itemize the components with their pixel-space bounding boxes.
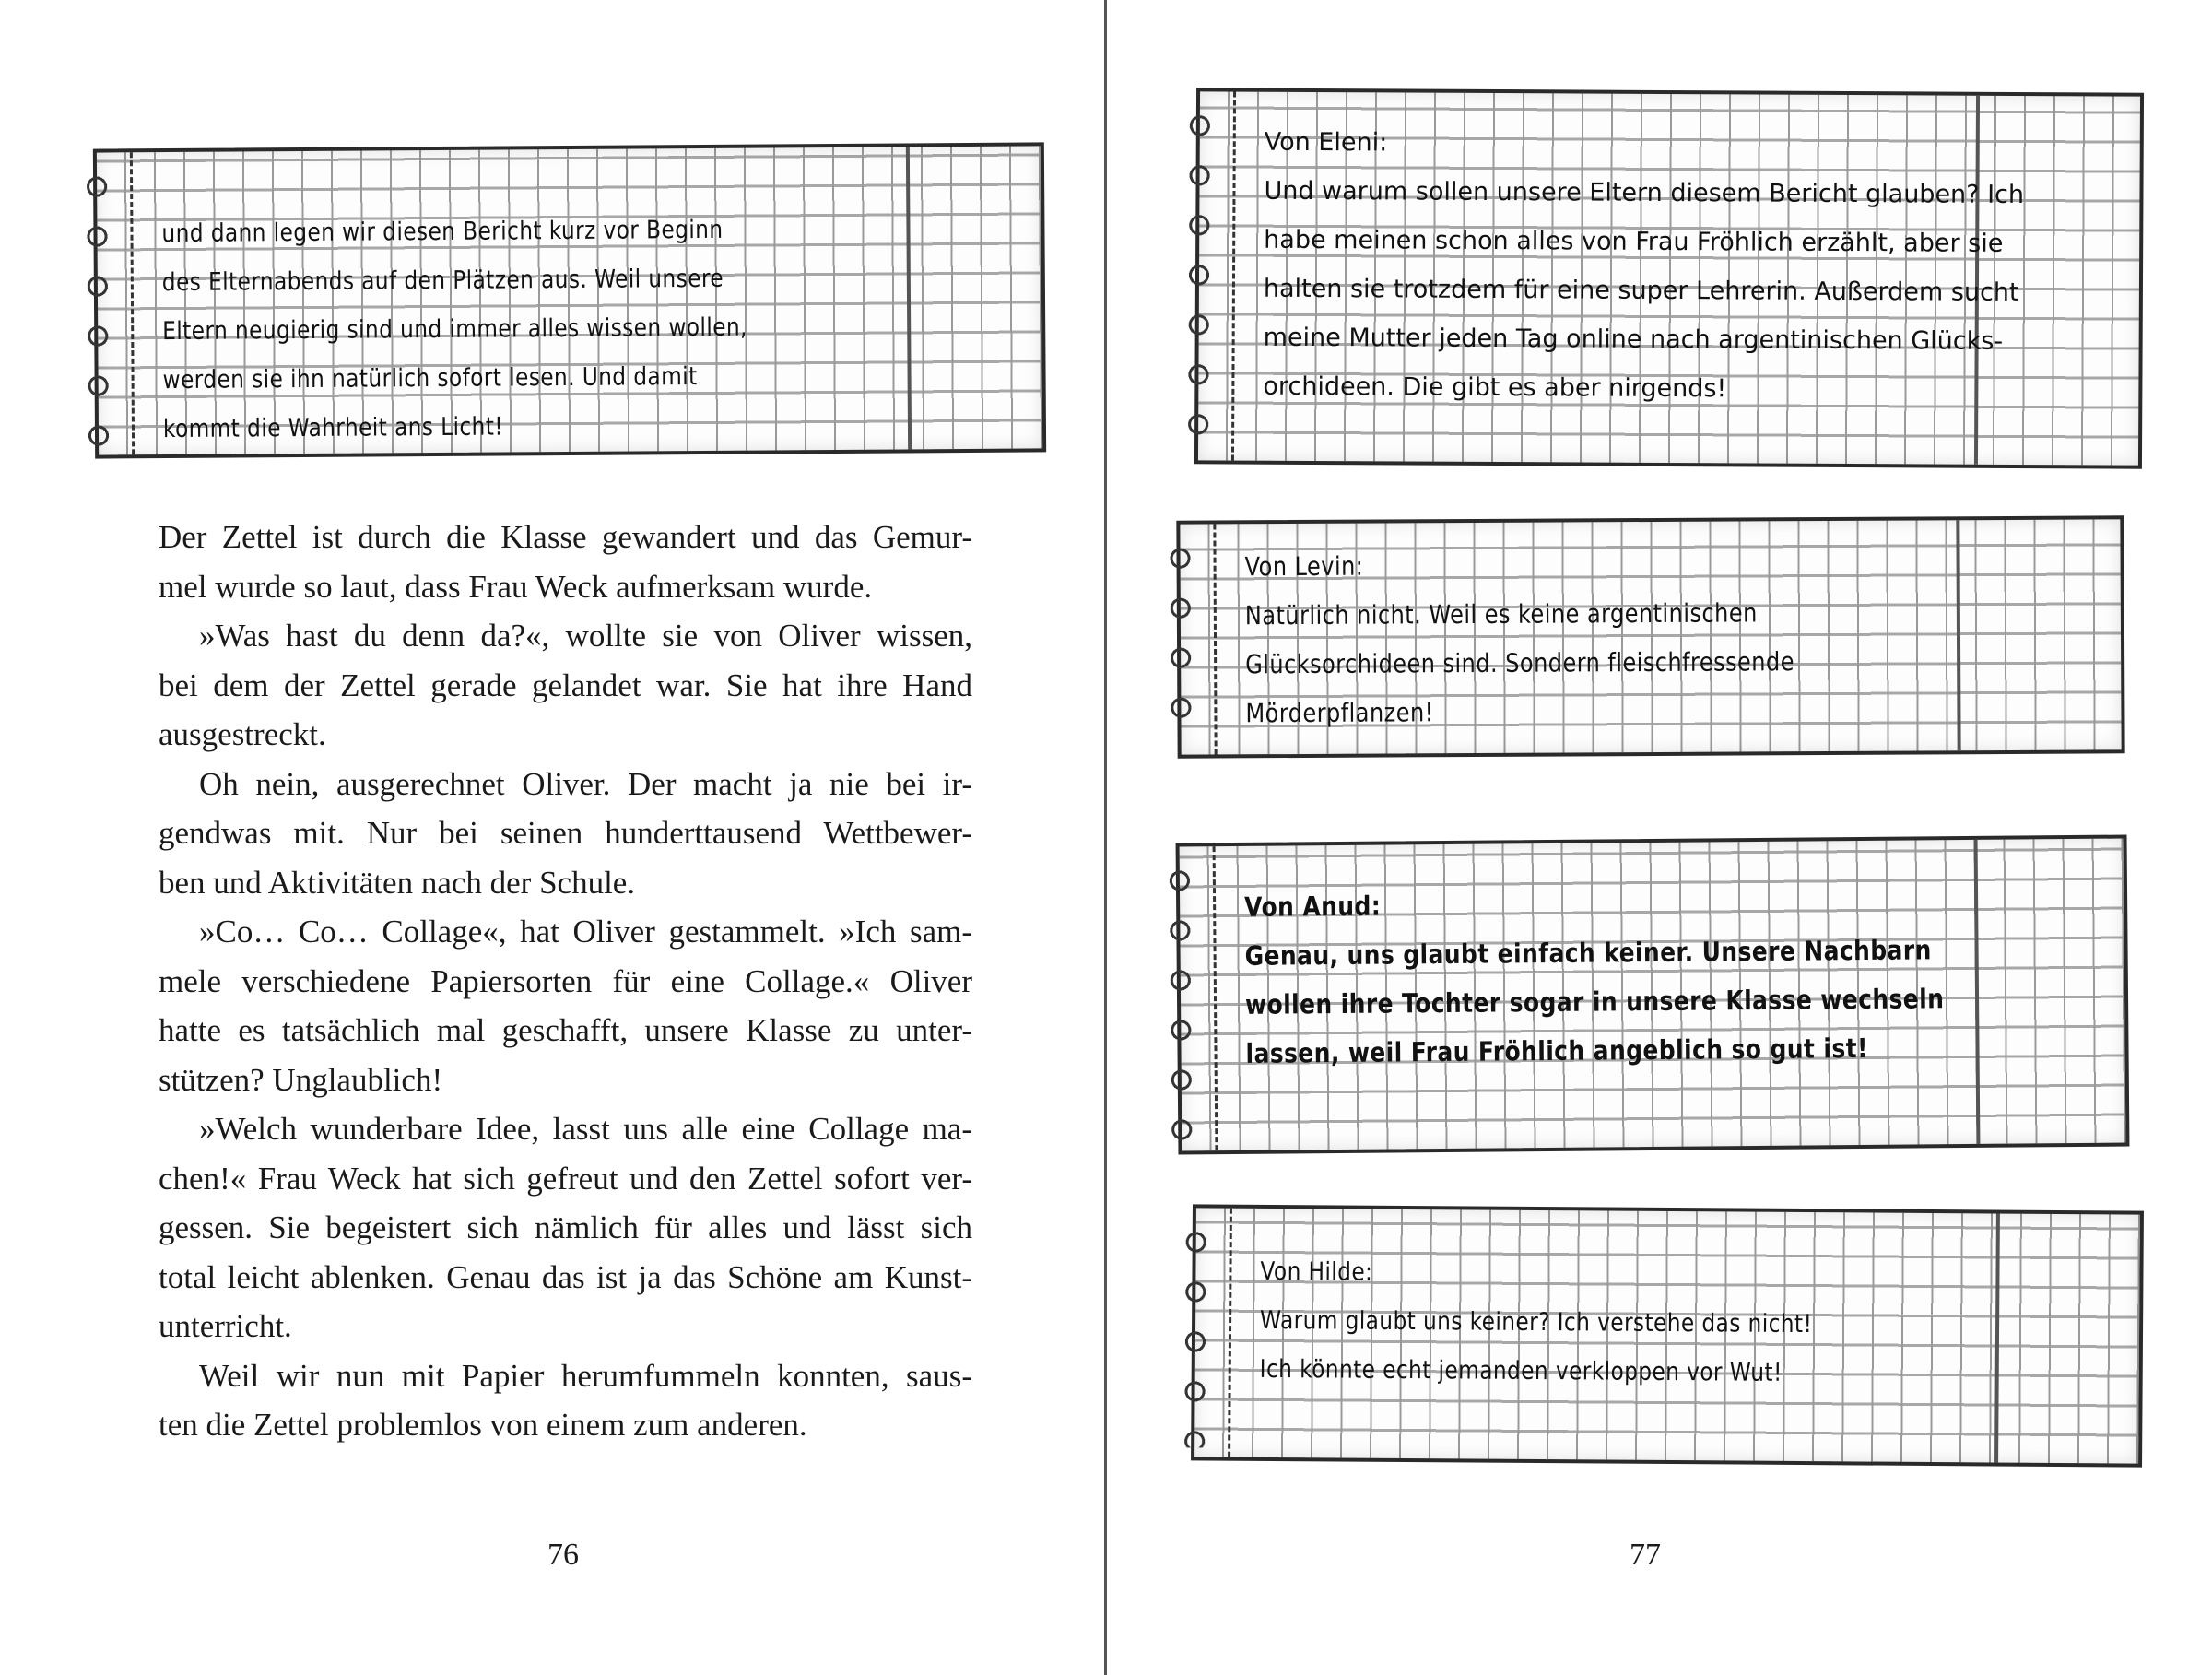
note-line: lassen, weil Frau Fröhlich angeblich so gut ist! [1245, 1032, 1868, 1069]
text-line: Oh nein, ausgerechnet Oliver. Der macht ja nie bei ir- [199, 765, 972, 802]
note-line: meine Mutter jeden Tag online nach argentinischen Glücks- [1263, 323, 2004, 356]
note-paper-anud [1176, 835, 2130, 1155]
note-author: Von Hilde: [1260, 1256, 1373, 1287]
note-line: habe meinen schon alles von Frau Fröhlich erzählt, aber sie [1264, 225, 2004, 258]
text-line: total leicht ablenken. Genau das ist ja das Schöne am Kunst- [159, 1258, 972, 1295]
note-line: werden sie ihn natürlich sofort lesen. Und damit [162, 362, 698, 395]
spiral-binding [1167, 855, 1195, 1141]
note-text [1263, 118, 2024, 415]
text-line: Der Zettel ist durch die Klasse gewandert und das Gemur- [159, 519, 972, 555]
note-line: und dann legen wir diesen Bericht kurz vor Beginn [161, 215, 724, 249]
text-line: »Welch wunderbare Idee, lasst uns alle eine Collage ma- [199, 1111, 972, 1147]
left-page [0, 0, 1104, 1675]
note-line: Genau, uns glaubt einfach keiner. Unsere Nachbarn [1244, 934, 1932, 972]
text-line: bei dem der Zettel gerade gelandet war. Sie hat ihre Hand [159, 666, 972, 703]
body-text [159, 513, 972, 1450]
note-line: Natürlich nicht. Weil es keine argentinischen [1244, 597, 1758, 631]
note-text [1244, 539, 1794, 737]
text-line: unterricht. [159, 1308, 292, 1344]
text-line: gendwas mit. Nur bei seinen hunderttausend Wettbewer- [159, 815, 972, 851]
note-line: wollen ihre Tochter sogar in unsere Klasse wechseln [1244, 983, 1945, 1020]
note-text [161, 206, 748, 454]
spiral-binding [1182, 1217, 1209, 1447]
margin-line [1994, 1213, 2000, 1462]
text-line: mele verschiedene Papiersorten für eine Collage.« Oliver [159, 962, 972, 999]
note-author: Von Anud: [1244, 890, 1382, 923]
text-line: mel wurde so laut, dass Frau Weck aufmerksam wurde. [159, 568, 873, 605]
text-line: »Was hast du denn da?«, wollte sie von Oliver wissen, [199, 618, 972, 654]
note-line: Und warum sollen unsere Eltern diesem Bericht glauben? Ich [1264, 176, 2025, 210]
spiral-binding [1185, 100, 1213, 451]
text-line: gessen. Sie begeistert sich nämlich für alles und lässt sich [159, 1209, 972, 1245]
note-line: Ich könnte echt jemanden verkloppen vor Wut! [1259, 1354, 1783, 1387]
note-author: Von Levin: [1244, 550, 1364, 583]
note-text [1244, 877, 1945, 1079]
spiral-binding [1167, 534, 1194, 746]
note-line: des Elternabends auf den Plätzen aus. Weil unsere [161, 264, 724, 298]
note-line: Warum glaubt uns keiner? Ich verstehe das nicht! [1259, 1305, 1813, 1339]
note-line: orchideen. Die gibt es aber nirgends! [1263, 372, 1727, 404]
text-line: Weil wir nun mit Papier herumfummeln konnten, saus- [199, 1357, 972, 1394]
note-paper-eleni [1194, 88, 2144, 468]
note-text [1260, 1247, 1813, 1398]
text-line: ben und Aktivitäten nach der Schule. [159, 864, 636, 901]
note-paper-report [93, 142, 1046, 458]
note-paper-levin [1176, 515, 2124, 758]
note-line: Glücksorchideen sind. Sondern fleischfressende [1245, 646, 1794, 680]
text-line: chen!« Frau Weck hat sich gefreut und den Zettel sofort ver- [159, 1160, 972, 1197]
note-line: halten sie trotzdem für eine super Lehrerin. Außerdem sucht [1263, 274, 2019, 307]
margin-line [1956, 520, 1960, 750]
note-author: Von Eleni: [1264, 127, 1388, 158]
margin-line [1974, 840, 1981, 1144]
note-line: kommt die Wahrheit ans Licht! [162, 412, 504, 444]
note-line: Eltern neugierig sind und immer alles wissen wollen, [162, 313, 747, 347]
note-paper-hilde [1191, 1204, 2144, 1467]
text-line: stützen? Unglaublich! [159, 1061, 443, 1098]
spiral-binding [84, 161, 112, 445]
margin-line [906, 147, 912, 449]
text-line: »Co… Co… Collage«, hat Oliver gestammelt. »Ich sam- [199, 914, 972, 950]
text-line: hatte es tatsächlich mal geschafft, unsere Klasse zu unter- [159, 1012, 972, 1048]
page-number: 76 [547, 1538, 579, 1572]
page-number: 77 [1630, 1538, 1661, 1572]
text-line: ten die Zettel problemlos von einem zum anderen. [159, 1407, 807, 1443]
text-line: ausgestreckt. [159, 716, 326, 752]
note-line: Mörderpflanzen! [1245, 697, 1434, 729]
right-page [1107, 0, 2212, 1675]
